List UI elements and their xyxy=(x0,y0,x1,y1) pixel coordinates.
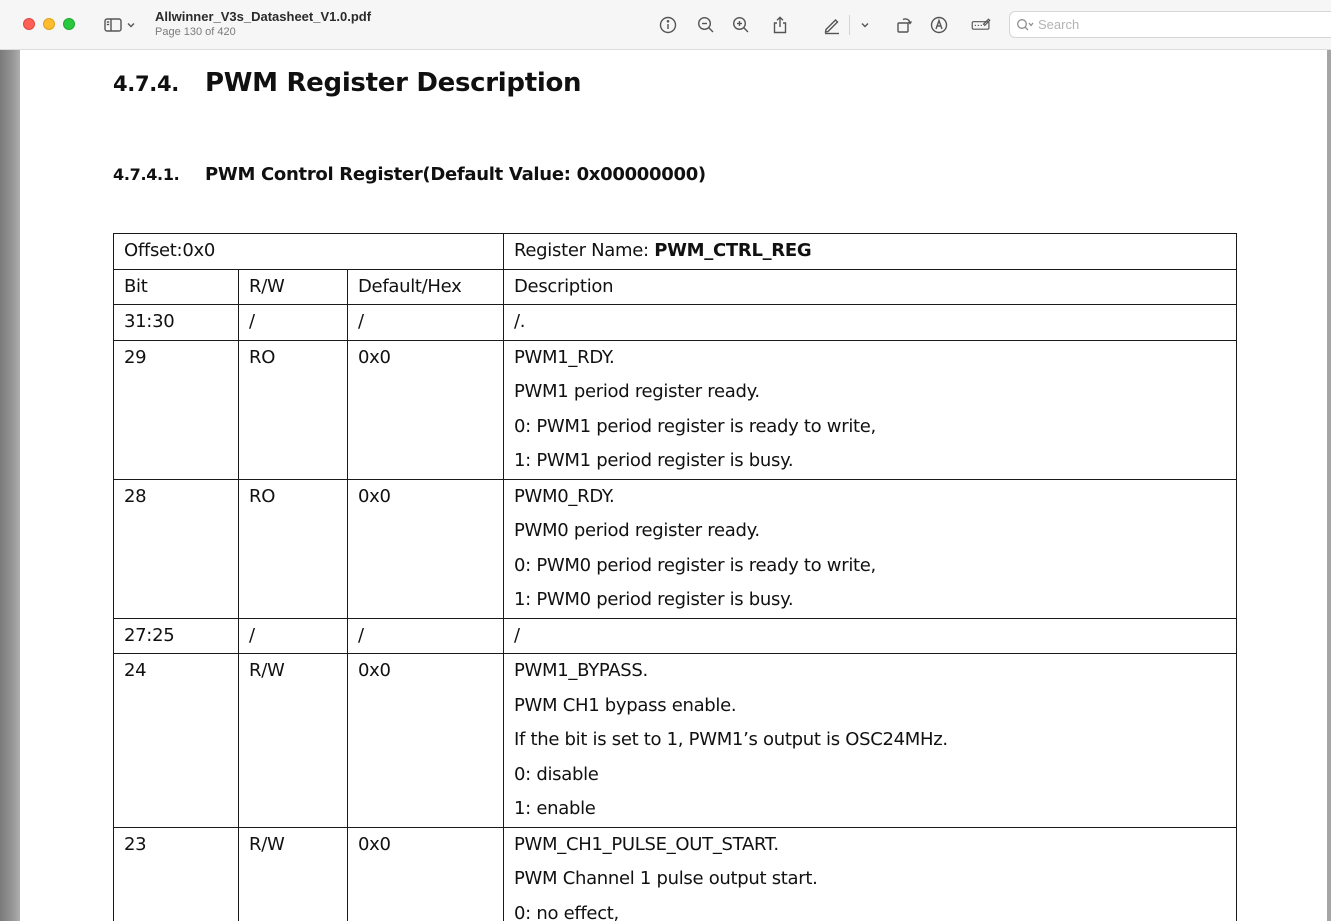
sidebar-icon[interactable] xyxy=(101,13,125,37)
table-row xyxy=(114,305,1237,341)
description-line: 0: PWM0 period register is ready to write, xyxy=(514,554,876,576)
bit-cell: 27:25 xyxy=(114,618,239,654)
table-row xyxy=(114,654,1237,828)
table-header-row xyxy=(114,269,1237,305)
column-header: R/W xyxy=(239,269,348,305)
bit-cell: 24 xyxy=(114,654,239,828)
table-row xyxy=(114,618,1237,654)
description-line: 1: PWM1 period register is busy. xyxy=(514,450,794,471)
bit-cell: 23 xyxy=(114,827,239,921)
description-cell xyxy=(504,479,1237,618)
section-heading xyxy=(113,68,581,98)
description-cell xyxy=(504,654,1237,828)
bit-cell: 29 xyxy=(114,340,239,479)
description-line: PWM0 period register ready. xyxy=(514,520,760,541)
description-line: 0: PWM1 period register is ready to write, xyxy=(514,415,876,437)
markup-pen-icon[interactable] xyxy=(820,13,844,37)
rw-cell: / xyxy=(239,618,348,654)
page-gutter-left xyxy=(0,50,20,921)
description-line: PWM Channel 1 pulse output start. xyxy=(514,868,818,889)
maximize-window-button[interactable] xyxy=(63,18,75,30)
description-line: PWM CH1 bypass enable. xyxy=(514,694,737,716)
offset-cell: Offset:0x0 xyxy=(114,234,504,270)
default-cell: 0x0 xyxy=(348,654,504,828)
subsection-title: PWM Control Register(Default Value: 0x00000000) xyxy=(205,164,706,185)
description-line: / xyxy=(514,624,520,646)
description-cell xyxy=(504,340,1237,479)
document-title: Allwinner_V3s_Datasheet_V1.0.pdf xyxy=(155,9,372,24)
description-line: PWM_CH1_PULSE_OUT_START. xyxy=(514,833,779,855)
description-line: PWM1_BYPASS. xyxy=(514,660,648,681)
default-cell: 0x0 xyxy=(348,340,504,479)
table-row-offset xyxy=(114,234,1237,270)
register-name-label: Register Name: xyxy=(514,240,655,261)
document-viewer xyxy=(0,50,1331,921)
minimize-window-button[interactable] xyxy=(43,18,55,30)
rw-cell: R/W xyxy=(239,827,348,921)
register-name: PWM_CTRL_REG xyxy=(654,240,812,261)
description-line: 0: disable xyxy=(514,763,599,785)
description-line: PWM1 period register ready. xyxy=(514,381,760,402)
section-title: PWM Register Description xyxy=(205,68,582,98)
description-cell xyxy=(504,618,1237,654)
search-input[interactable] xyxy=(1036,17,1320,32)
chevron-down-icon[interactable] xyxy=(124,13,138,37)
search-field[interactable] xyxy=(1009,11,1331,38)
page-gutter-right xyxy=(1327,50,1331,921)
subsection-heading xyxy=(113,164,706,185)
pdf-page xyxy=(20,50,1327,921)
default-cell: / xyxy=(348,305,504,341)
description-line: PWM0_RDY. xyxy=(514,485,615,507)
rotate-icon[interactable] xyxy=(892,13,916,37)
description-line: If the bit is set to 1, PWM1’s output is OSC24MHz. xyxy=(514,729,948,750)
register-table xyxy=(113,233,1237,921)
info-icon[interactable] xyxy=(656,13,680,37)
rw-cell: RO xyxy=(239,340,348,479)
description-cell xyxy=(504,827,1237,921)
default-cell: 0x0 xyxy=(348,827,504,921)
column-header: Bit xyxy=(114,269,239,305)
bit-cell: 31:30 xyxy=(114,305,239,341)
description-cell xyxy=(504,305,1237,341)
bit-cell: 28 xyxy=(114,479,239,618)
zoom-in-icon[interactable] xyxy=(729,13,753,37)
section-number: 4.7.4. xyxy=(113,72,179,96)
rw-cell: / xyxy=(239,305,348,341)
description-line: 0: no effect, xyxy=(514,902,619,921)
share-icon[interactable] xyxy=(768,13,792,37)
annotate-icon[interactable] xyxy=(927,13,951,37)
description-line: 1: PWM0 period register is busy. xyxy=(514,589,794,610)
description-line: 1: enable xyxy=(514,798,596,819)
window-toolbar xyxy=(0,0,1331,50)
chevron-down-icon[interactable] xyxy=(858,13,872,37)
description-line: /. xyxy=(514,311,526,332)
form-fill-icon[interactable] xyxy=(967,13,995,37)
default-cell: / xyxy=(348,618,504,654)
table-row xyxy=(114,827,1237,921)
zoom-out-icon[interactable] xyxy=(694,13,718,37)
rw-cell: RO xyxy=(239,479,348,618)
description-line: PWM1_RDY. xyxy=(514,346,615,368)
subsection-number: 4.7.4.1. xyxy=(113,165,180,184)
register-name-cell xyxy=(504,234,1237,270)
default-cell: 0x0 xyxy=(348,479,504,618)
column-header: Default/Hex xyxy=(348,269,504,305)
page-indicator: Page 130 of 420 xyxy=(155,26,236,38)
column-header: Description xyxy=(504,269,1237,305)
table-row xyxy=(114,479,1237,618)
rw-cell: R/W xyxy=(239,654,348,828)
toolbar-separator xyxy=(849,15,850,35)
close-window-button[interactable] xyxy=(23,18,35,30)
search-icon xyxy=(1014,15,1036,35)
table-row xyxy=(114,340,1237,479)
